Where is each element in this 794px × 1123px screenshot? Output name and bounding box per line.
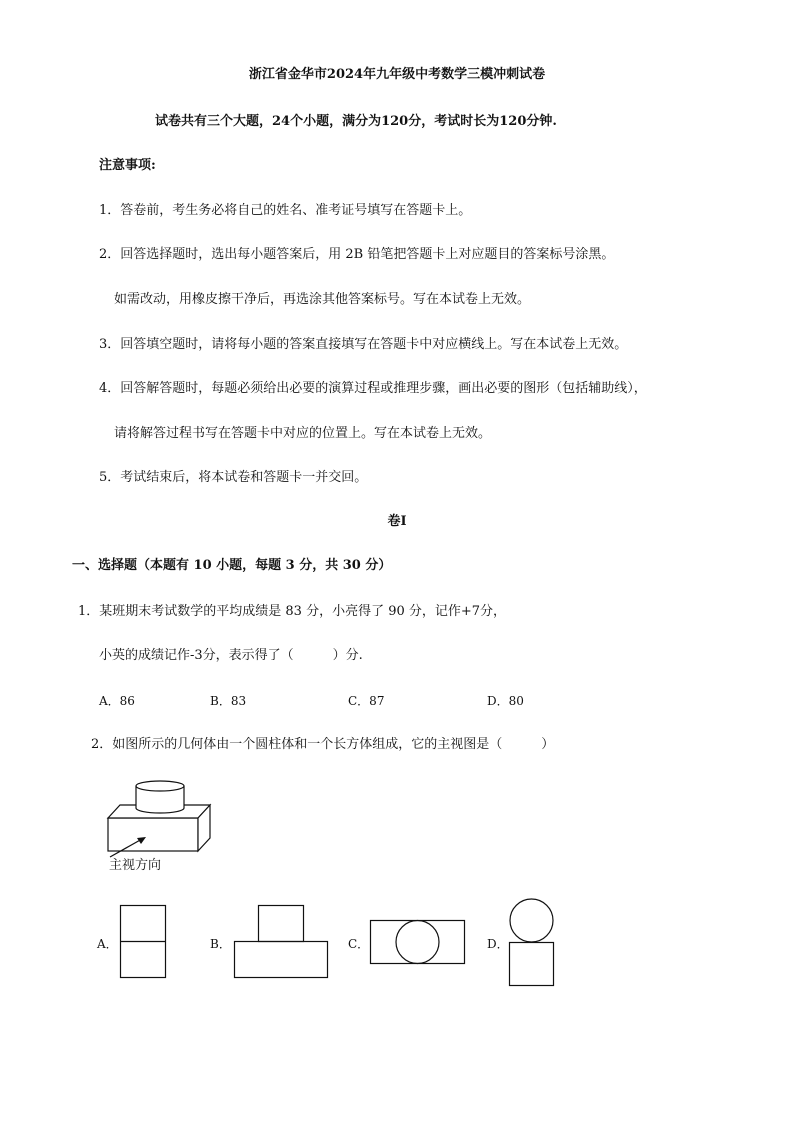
question-1-option-a: A．86 [99, 694, 135, 708]
option-a-figure [120, 905, 166, 979]
note-item-5: 5．考试结束后，将本试卷和答题卡一并交回。 [99, 470, 368, 485]
notes-heading: 注意事项: [99, 158, 156, 173]
question-2-option-a-label: A． [97, 937, 118, 951]
volume-label: 卷Ⅰ [387, 514, 407, 529]
note-item-1: 1．答卷前，考生务必将自己的姓名、准考证号填写在答题卡上。 [99, 203, 472, 218]
question-1-line1: 1．某班期末考试数学的平均成绩是 83 分，小亮得了 90 分，记作+7分， [78, 604, 507, 619]
page-title: 浙江省金华市2024年九年级中考数学三模冲刺试卷 [248, 67, 546, 82]
note-item-4-cont: 请将解答过程书写在答题卡中对应的位置上。写在本试卷上无效。 [114, 426, 492, 441]
question-2-option-d-label: D． [487, 937, 509, 951]
question-2-option-c-label: C． [348, 937, 370, 951]
cuboid-front-face [108, 818, 198, 851]
option-c-figure [370, 918, 466, 966]
option-b-figure [234, 905, 328, 979]
question-2-option-b-label: B． [210, 937, 231, 951]
cylinder-top [136, 781, 184, 791]
note-item-4: 4．回答解答题时，每题必须给出必要的演算过程或推理步骤，画出必要的图形（包括辅助线）， [99, 381, 647, 396]
note-item-3: 3．回答填空题时，请将每小题的答案直接填写在答题卡中对应横线上。写在本试卷上无效。 [99, 337, 628, 352]
solid-figure [100, 772, 220, 862]
question-1-line2: 小英的成绩记作-3分，表示得了（ ）分. [99, 648, 363, 663]
section-heading: 一、选择题（本题有 10 小题，每题 3 分，共 30 分） [72, 558, 392, 573]
note-item-2-cont: 如需改动，用橡皮擦干净后，再选涂其他答案标号。写在本试卷上无效。 [114, 292, 531, 307]
view-direction-label: 主视方向 [109, 858, 162, 873]
option-d-figure [509, 898, 555, 988]
question-2-stem: 2．如图所示的几何体由一个圆柱体和一个长方体组成，它的主视图是（ ） [91, 737, 555, 752]
question-1-option-d: D．80 [487, 694, 524, 708]
question-1-option-c: C．87 [348, 694, 385, 708]
exam-subtitle: 试卷共有三个大题，24个小题，满分为120分，考试时长为120分钟. [155, 114, 557, 129]
note-item-2: 2．回答选择题时，选出每小题答案后，用 2B 铅笔把答题卡上对应题目的答案标号涂黑。 [99, 247, 615, 262]
question-1-option-b: B．83 [210, 694, 247, 708]
